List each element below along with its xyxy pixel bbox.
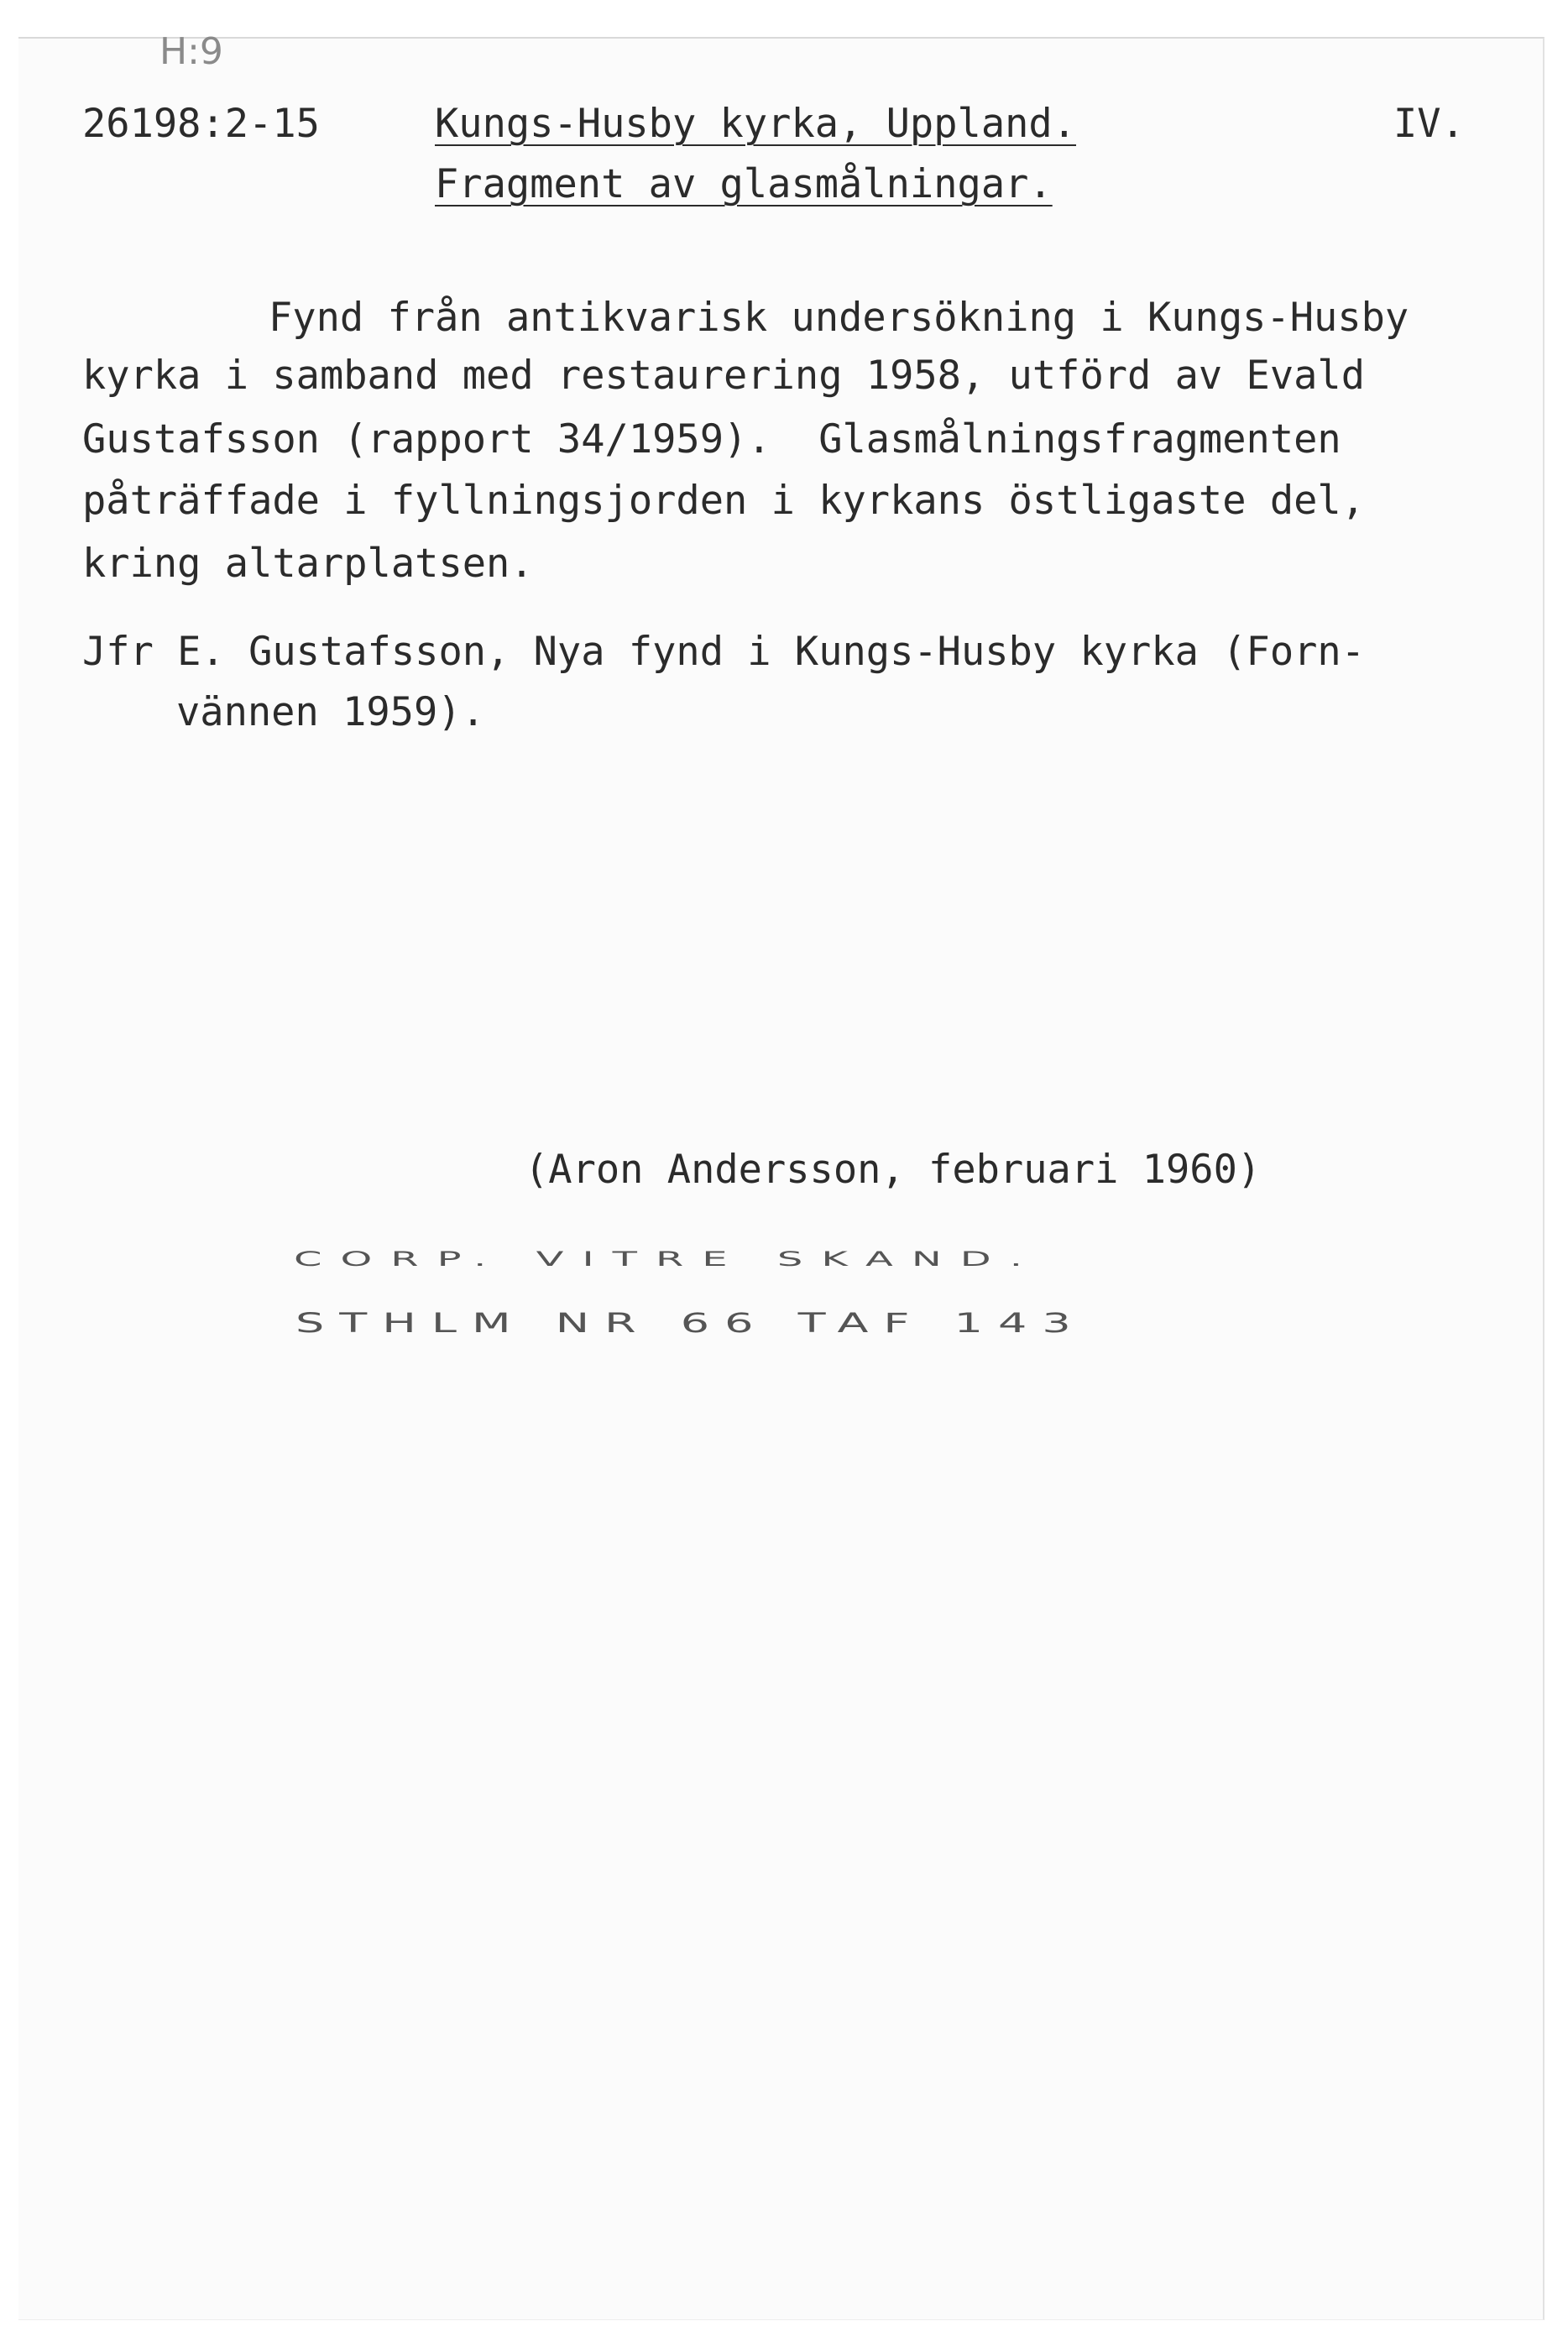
body-line-4: påträffade i fyllningsjorden i kyrkans östligaste del, xyxy=(82,478,1366,524)
catalog-number: 26198:2-15 xyxy=(82,101,320,147)
body-line-2: kyrka i samband med restaurering 1958, utförd av Evald xyxy=(82,353,1366,399)
reference-line-2: vännen 1959). xyxy=(176,689,485,735)
reference-line-1: Jfr E. Gustafsson, Nya fynd i Kungs-Husby kyrka (Forn- xyxy=(82,629,1366,675)
body-line-5: kring altarplatsen. xyxy=(82,541,534,587)
handwritten-line-1: CORP. VITRE SKAND. xyxy=(294,1247,1041,1271)
body-line-1: Fynd från antikvarisk undersökning i Kungs-Husby xyxy=(269,295,1409,341)
section-number: IV. xyxy=(1393,101,1465,147)
body-line-3: Gustafsson (rapport 34/1959). Glasmålningsfragmenten xyxy=(82,416,1341,463)
handwritten-line-2: STHLM NR 66 TAF 143 xyxy=(295,1307,1086,1339)
top-note: H:9 xyxy=(159,30,223,73)
title-line-2: Fragment av glasmålningar. xyxy=(435,161,1053,207)
title-line-1: Kungs-Husby kyrka, Uppland. xyxy=(435,101,1077,147)
signature: (Aron Andersson, februari 1960) xyxy=(525,1147,1262,1193)
